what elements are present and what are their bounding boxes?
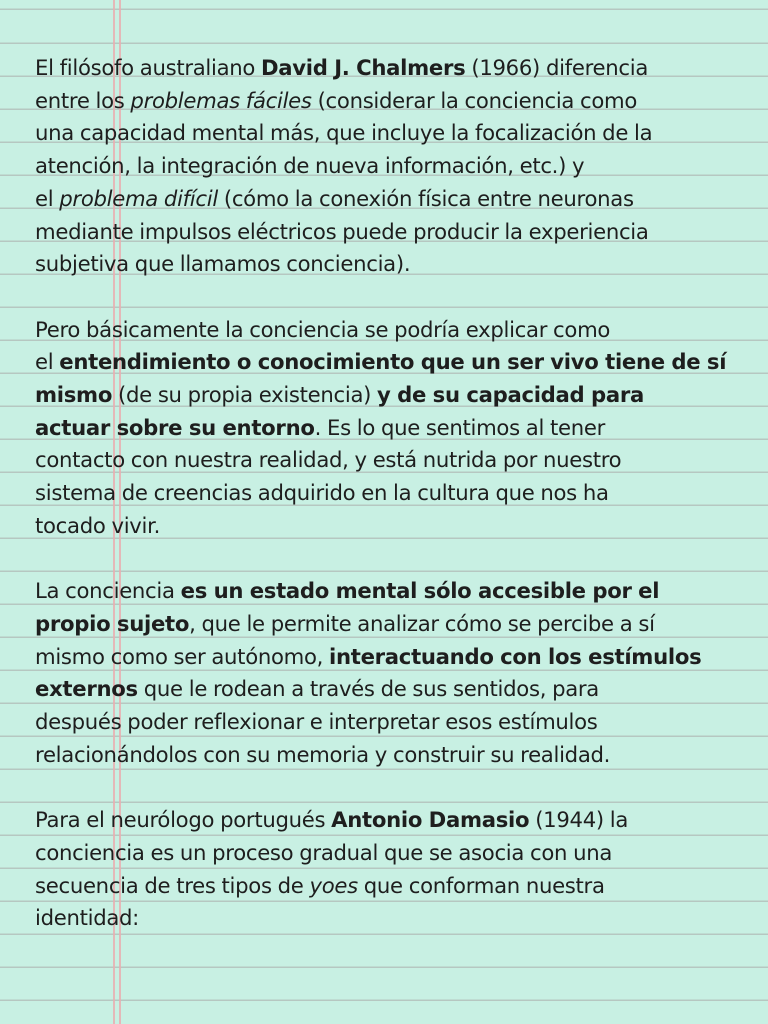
text-line <box>35 804 750 837</box>
text-run: (de su propia existencia) <box>112 382 378 408</box>
text-line <box>35 510 750 543</box>
text-line <box>35 52 750 85</box>
text-line <box>35 641 750 674</box>
text-run: contacto con nuestra realidad, y está nutrida por nuestro <box>35 447 622 473</box>
text-run: sistema de creencias adquirido en la cultura que nos ha <box>35 480 609 506</box>
text-run: mediante impulsos eléctricos puede producir la experiencia <box>35 218 649 244</box>
bold-text: David J. Chalmers <box>261 55 466 80</box>
text-run: identidad: <box>35 905 140 931</box>
bold-text: mismo <box>35 382 113 408</box>
text-run: secuencia de tres tipos de <box>35 872 310 898</box>
bold-text: actuar sobre su entorno <box>35 414 315 440</box>
text-line <box>35 902 750 935</box>
text-run: , que le permite analizar cómo se percibe a sí <box>189 610 655 636</box>
text-line <box>35 248 750 281</box>
bold-text: propio sujeto <box>35 610 190 636</box>
text-run: después poder reflexionar e interpretar esos estímulos <box>35 709 598 735</box>
text-line <box>35 379 750 412</box>
paragraph <box>35 575 750 771</box>
text-run: subjetiva que llamamos conciencia). <box>35 251 411 277</box>
text-run: el <box>35 349 60 375</box>
text-run: una capacidad mental más, que incluye la focalización de la <box>35 120 653 146</box>
italic-text: problemas fáciles <box>130 87 312 113</box>
bold-text: entendimiento o conocimiento que un ser vivo tiene de sí <box>59 349 727 375</box>
text-run: mismo como ser autónomo, <box>35 643 330 669</box>
text-run: Pero básicamente la conciencia se podría explicar como <box>35 316 611 342</box>
text-line <box>35 739 750 772</box>
bold-text: externos <box>35 676 138 702</box>
text-run: (cómo la conexión física entre neuronas <box>217 185 634 211</box>
italic-text: yoes <box>309 872 358 898</box>
bold-text: y de su capacidad para <box>377 382 644 408</box>
bold-text: es un estado mental sólo accesible por el <box>180 578 660 604</box>
text-run: (1966) diferencia <box>465 55 649 80</box>
text-run: tocado vivir. <box>35 512 161 538</box>
text-line <box>35 412 750 445</box>
text-line <box>35 673 750 706</box>
text-run: . Es lo que sentimos al tener <box>314 414 605 440</box>
text-run: (considerar la conciencia como <box>311 87 638 113</box>
text-run: el <box>35 185 60 211</box>
text-run: Para el neurólogo portugués <box>35 807 332 833</box>
text-line <box>35 314 750 347</box>
text-line <box>35 837 750 870</box>
paragraph <box>35 314 750 543</box>
paragraph <box>35 804 750 935</box>
text-line <box>35 150 750 183</box>
text-line <box>35 183 750 216</box>
document-body <box>35 52 750 968</box>
text-line <box>35 575 750 608</box>
text-line <box>35 870 750 903</box>
text-run: entre los <box>35 87 131 113</box>
text-line <box>35 216 750 249</box>
text-run: atención, la integración de nueva información, etc.) y <box>35 153 585 179</box>
text-line <box>35 85 750 118</box>
text-line <box>35 117 750 150</box>
text-run: conciencia es un proceso gradual que se asocia con una <box>35 839 613 865</box>
text-run: El filósofo australiano <box>35 55 261 80</box>
text-line <box>35 346 750 379</box>
text-run: relacionándolos con su memoria y construir su realidad. <box>35 741 611 767</box>
text-run: La conciencia <box>35 578 181 604</box>
italic-text: problema difícil <box>59 185 218 211</box>
text-line <box>35 608 750 641</box>
text-line <box>35 444 750 477</box>
text-line <box>35 706 750 739</box>
text-run: que le rodean a través de sus sentidos, para <box>137 676 599 702</box>
bold-text: interactuando con los estímulos <box>329 643 702 669</box>
bold-text: Antonio Damasio <box>331 807 530 833</box>
text-line <box>35 477 750 510</box>
text-run: (1944) la <box>529 807 629 833</box>
paragraph <box>35 52 750 281</box>
text-run: que conforman nuestra <box>357 872 605 898</box>
